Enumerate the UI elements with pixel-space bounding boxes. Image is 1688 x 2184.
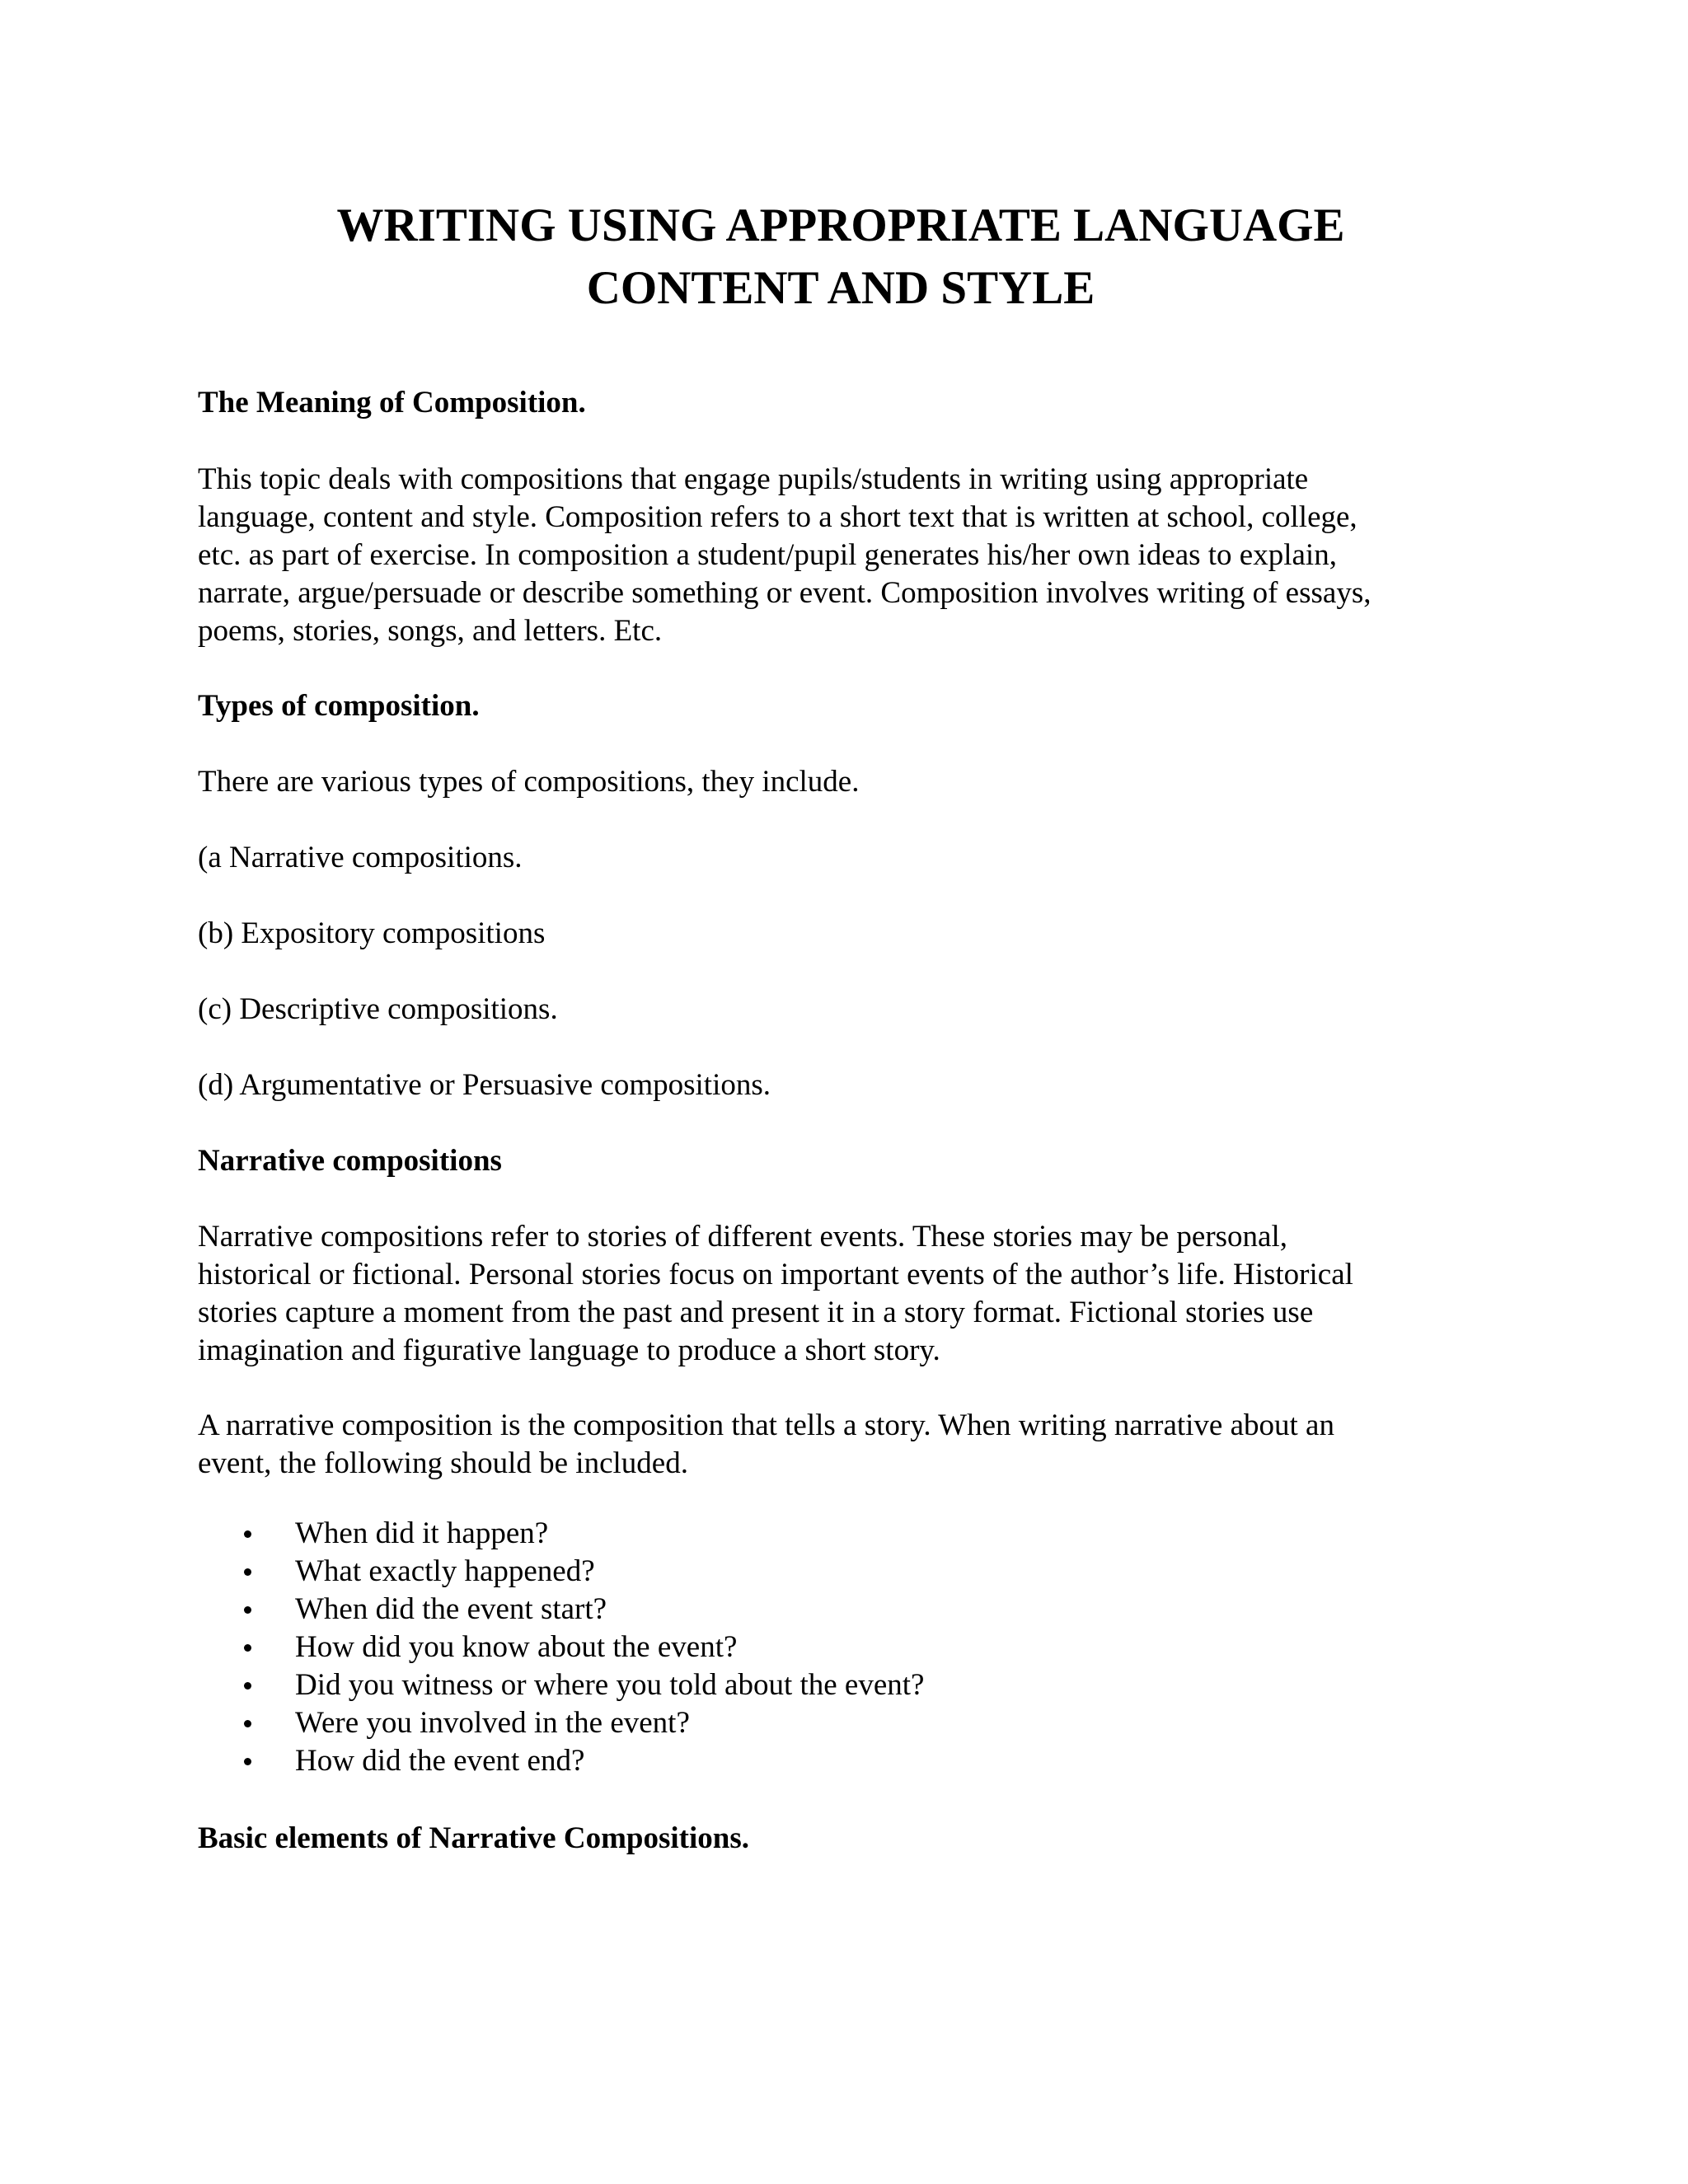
paragraph-line: poems, stories, songs, and letters. Etc.	[198, 614, 663, 648]
paragraph-line: event, the following should be included.	[198, 1446, 688, 1480]
list-item-text: How did the event end?	[295, 1744, 585, 1778]
list-item	[198, 1515, 924, 1553]
paragraph-line: language, content and style. Composition refers to a short text that is written at school, college,	[198, 500, 1357, 534]
list-item-text: Were you involved in the event?	[295, 1706, 690, 1740]
heading-types-of-composition: Types of composition.	[198, 689, 480, 723]
list-item	[198, 1553, 924, 1591]
list-item-text: When did the event start?	[295, 1592, 607, 1626]
paragraph-line: A narrative composition is the composition that tells a story. When writing narrative about an	[198, 1408, 1334, 1442]
paragraph-line: etc. as part of exercise. In composition a student/pupil generates his/her own ideas to explain,	[198, 538, 1337, 572]
list-item	[198, 1704, 924, 1742]
title-line-2: CONTENT AND STYLE	[586, 262, 1095, 314]
type-item-d: (d) Argumentative or Persuasive compositions.	[198, 1068, 771, 1102]
list-item-text: Did you witness or where you told about the event?	[295, 1668, 925, 1702]
list-item-text: When did it happen?	[295, 1516, 549, 1550]
paragraph-meaning	[198, 461, 1484, 650]
paragraph-line: stories capture a moment from the past and present it in a story format. Fictional stories use	[198, 1296, 1314, 1329]
bullet-icon	[244, 1644, 251, 1652]
title-line-1: WRITING USING APPROPRIATE LANGUAGE	[336, 199, 1345, 251]
list-item	[198, 1629, 924, 1666]
narrative-questions-list	[198, 1515, 924, 1780]
paragraph-line: historical or fictional. Personal stories focus on important events of the author’s life. Historical	[198, 1258, 1353, 1291]
paragraph-narrative-1	[198, 1218, 1484, 1370]
list-item	[198, 1591, 924, 1629]
bullet-icon	[244, 1758, 251, 1765]
bullet-icon	[244, 1530, 251, 1538]
document-page	[198, 0, 1484, 2184]
page-title	[198, 194, 1484, 320]
list-item	[198, 1666, 924, 1704]
list-item-text: What exactly happened?	[295, 1554, 595, 1588]
list-item-text: How did you know about the event?	[295, 1630, 738, 1664]
paragraph-narrative-2	[198, 1407, 1484, 1483]
paragraph-line: imagination and figurative language to produce a short story.	[198, 1333, 940, 1367]
paragraph-line: narrate, argue/persuade or describe something or event. Composition involves writing of essays,	[198, 576, 1372, 610]
type-item-b: (b) Expository compositions	[198, 916, 546, 950]
types-intro: There are various types of compositions, they include.	[198, 765, 860, 799]
type-item-a: (a Narrative compositions.	[198, 841, 523, 874]
type-item-c: (c) Descriptive compositions.	[198, 992, 558, 1026]
bullet-icon	[244, 1568, 251, 1576]
bullet-icon	[244, 1720, 251, 1727]
list-item	[198, 1742, 924, 1780]
heading-meaning-of-composition: The Meaning of Composition.	[198, 386, 586, 419]
heading-narrative-compositions: Narrative compositions	[198, 1144, 502, 1178]
bullet-icon	[244, 1682, 251, 1690]
bullet-icon	[244, 1606, 251, 1614]
heading-basic-elements: Basic elements of Narrative Compositions.	[198, 1821, 749, 1855]
paragraph-line: Narrative compositions refer to stories of different events. These stories may be personal,	[198, 1220, 1288, 1254]
paragraph-line: This topic deals with compositions that engage pupils/students in writing using appropriate	[198, 462, 1309, 496]
